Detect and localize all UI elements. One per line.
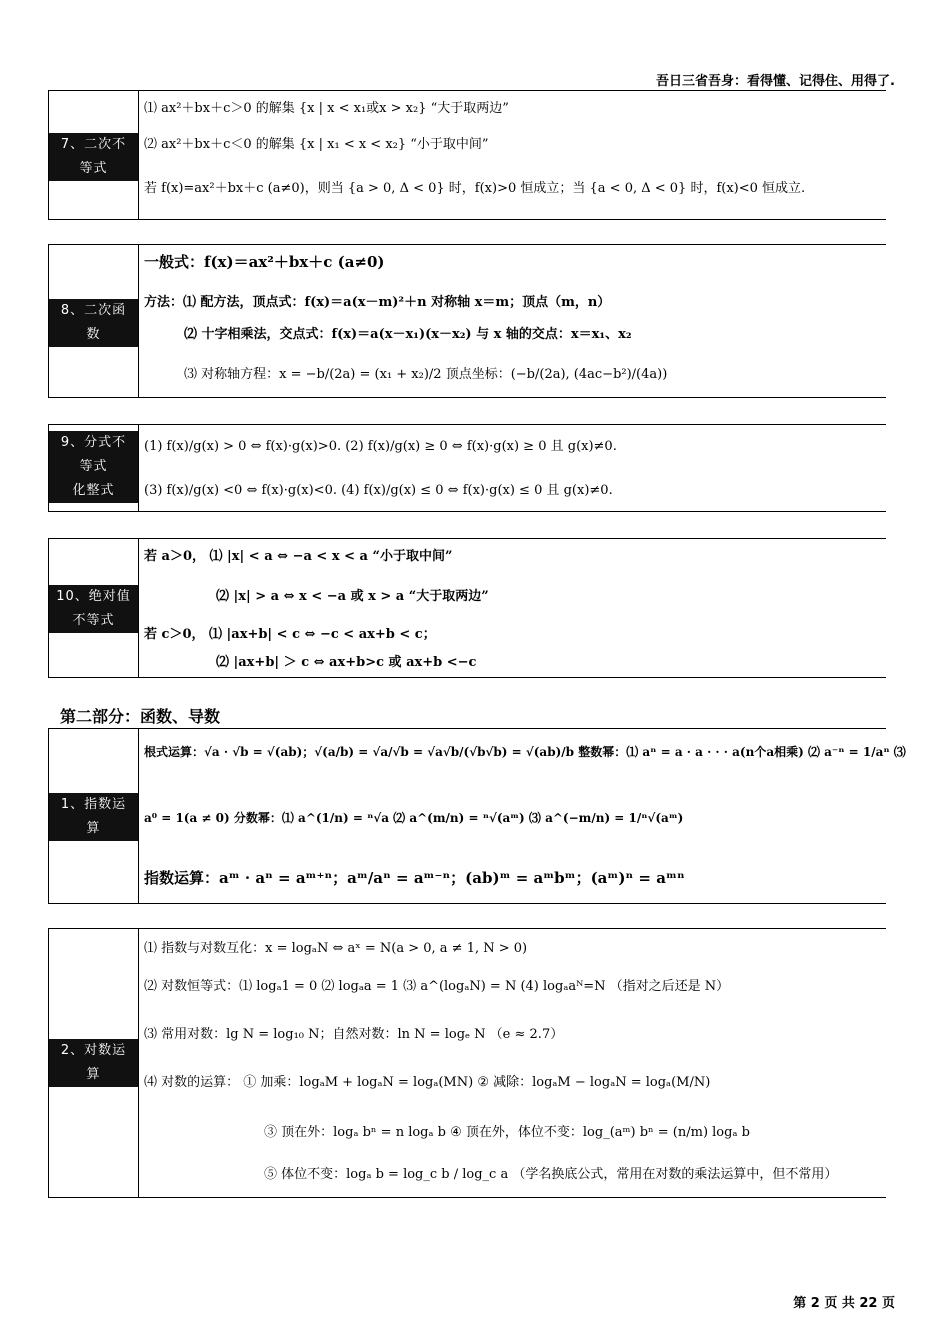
formula-line: ⑵ ax²＋bx＋c＜0 的解集 {x | x₁ < x < x₂} “小于取中间” xyxy=(144,137,489,152)
block-quadratic-inequality xyxy=(48,90,886,220)
label-line: 1、指数运 xyxy=(49,793,138,817)
formula-line: ⑶ 对称轴方程：x = −b/(2a) = (x₁ + x₂)/2 顶点坐标：(−b/(2a), (4ac−b²)/(4a)) xyxy=(184,367,668,382)
formula-line: 一般式：f(x)＝ax²＋bx＋c (a≠0) xyxy=(144,253,385,271)
block-absolute-value-inequality xyxy=(48,538,886,678)
page-motto: 吾日三省吾身：看得懂、记得住、用得了. xyxy=(656,74,895,89)
label-line: 数 xyxy=(49,323,138,347)
label-line: 不等式 xyxy=(49,609,138,633)
label-line: 等式 xyxy=(49,455,138,479)
label-line: 8、二次函 xyxy=(49,299,138,323)
formula-line: 指数运算：aᵐ · aⁿ = aᵐ⁺ⁿ；aᵐ/aⁿ = aᵐ⁻ⁿ；(ab)ᵐ = aᵐbᵐ；(aᵐ)ⁿ = aᵐⁿ xyxy=(144,869,685,887)
formula-line: 若 f(x)=ax²＋bx＋c (a≠0)，则当 {a > 0, Δ < 0} 时，f(x)>0 恒成立；当 {a < 0, Δ < 0} 时，f(x)<0 恒成立. xyxy=(144,181,806,196)
label-line: 化整式 xyxy=(49,479,138,503)
formula-line: a⁰ = 1(a ≠ 0) 分数幂：⑴ a^(1/n) = ⁿ√a ⑵ a^(m/n) = ⁿ√(aᵐ) ⑶ a^(−m/n) = 1/ⁿ√(aᵐ) xyxy=(144,811,684,825)
block-fraction-inequality xyxy=(48,424,886,512)
label-line: 等式 xyxy=(49,157,138,181)
label-line: 7、二次不 xyxy=(49,133,138,157)
formula-line: ⑴ 指数与对数互化：x = logₐN ⇔ aˣ = N(a > 0, a ≠ 1, N > 0) xyxy=(144,941,528,956)
formula-line: ⑶ 常用对数：lg N = log₁₀ N；自然对数：ln N = logₑ N （e ≈ 2.7） xyxy=(144,1027,564,1042)
formula-line: (1) f(x)/g(x) > 0 ⇔ f(x)·g(x)>0. (2) f(x)/g(x) ≥ 0 ⇔ f(x)·g(x) ≥ 0 且 g(x)≠0. xyxy=(144,439,617,454)
formula-line: 根式运算：√a · √b = √(ab)；√(a/b) = √a/√b = √a√b/(√b√b) = √(ab)/b 整数幂：⑴ aⁿ = a · a · · · a(n个a相乘) ⑵ a⁻ⁿ = 1/aⁿ ⑶ xyxy=(144,745,906,759)
section-title: 第二部分：函数、导数 xyxy=(60,707,221,726)
formula-line: ⑵ |x| > a ⇔ x < −a 或 x > a “大于取两边” xyxy=(216,589,489,604)
block-quadratic-function xyxy=(48,244,886,398)
label-line: 9、分式不 xyxy=(49,431,138,455)
formula-line: ⑷ 对数的运算： ① 加乘：logₐM + logₐN = logₐ(MN) ② 减除：logₐM − logₐN = logₐ(M/N) xyxy=(144,1075,711,1090)
formula-line: ⑴ ax²＋bx＋c＞0 的解集 {x | x < x₁或x > x₂} “大于取两边” xyxy=(144,101,509,116)
formula-line: ⑤ 体位不变：logₐ b = log_c b / log_c a （学名换底公式，常用在对数的乘法运算中，但不常用） xyxy=(264,1167,838,1182)
label-line: 2、对数运 xyxy=(49,1039,138,1063)
label-line: 10、绝对值 xyxy=(49,585,138,609)
formula-line: ⑵ 对数恒等式：⑴ logₐ1 = 0 ⑵ logₐa = 1 ⑶ a^(logₐN) = N (4) logₐaᴺ=N （指对之后还是 N） xyxy=(144,979,730,994)
block-logarithm-operations xyxy=(48,928,886,1198)
formula-line: 若 c＞0， ⑴ |ax+b| < c ⇔ −c < ax+b < c； xyxy=(144,627,436,642)
block-label-cell xyxy=(48,539,139,677)
formula-line: ⑵ |ax+b| ＞ c ⇔ ax+b>c 或 ax+b <−c xyxy=(216,655,477,670)
formula-line: ⑵ 十字相乘法，交点式：f(x)＝a(x－x₁)(x－x₂) 与 x 轴的交点：x＝x₁、x₂ xyxy=(184,327,632,342)
label-line: 算 xyxy=(49,1063,138,1087)
block-label-cell xyxy=(48,929,139,1197)
formula-line: ③ 顶在外：logₐ bⁿ = n logₐ b ④ 顶在外，体位不变：log_(aᵐ) bⁿ = (n/m) logₐ b xyxy=(264,1125,750,1140)
block-label-cell xyxy=(48,91,139,219)
page-number: 第 2 页 共 22 页 xyxy=(793,1296,895,1311)
label-line: 算 xyxy=(49,817,138,841)
block-label-cell xyxy=(48,729,139,903)
block-exponent-operations xyxy=(48,728,906,904)
block-label-cell xyxy=(48,245,139,397)
block-label-cell xyxy=(48,425,139,511)
formula-line: 方法：⑴ 配方法，顶点式：f(x)＝a(x－m)²＋n 对称轴 x＝m；顶点（m，n） xyxy=(144,295,611,310)
formula-line: 若 a＞0， ⑴ |x| < a ⇔ −a < x < a “小于取中间” xyxy=(144,549,453,564)
formula-line: (3) f(x)/g(x) <0 ⇔ f(x)·g(x)<0. (4) f(x)/g(x) ≤ 0 ⇔ f(x)·g(x) ≤ 0 且 g(x)≠0. xyxy=(144,483,613,498)
